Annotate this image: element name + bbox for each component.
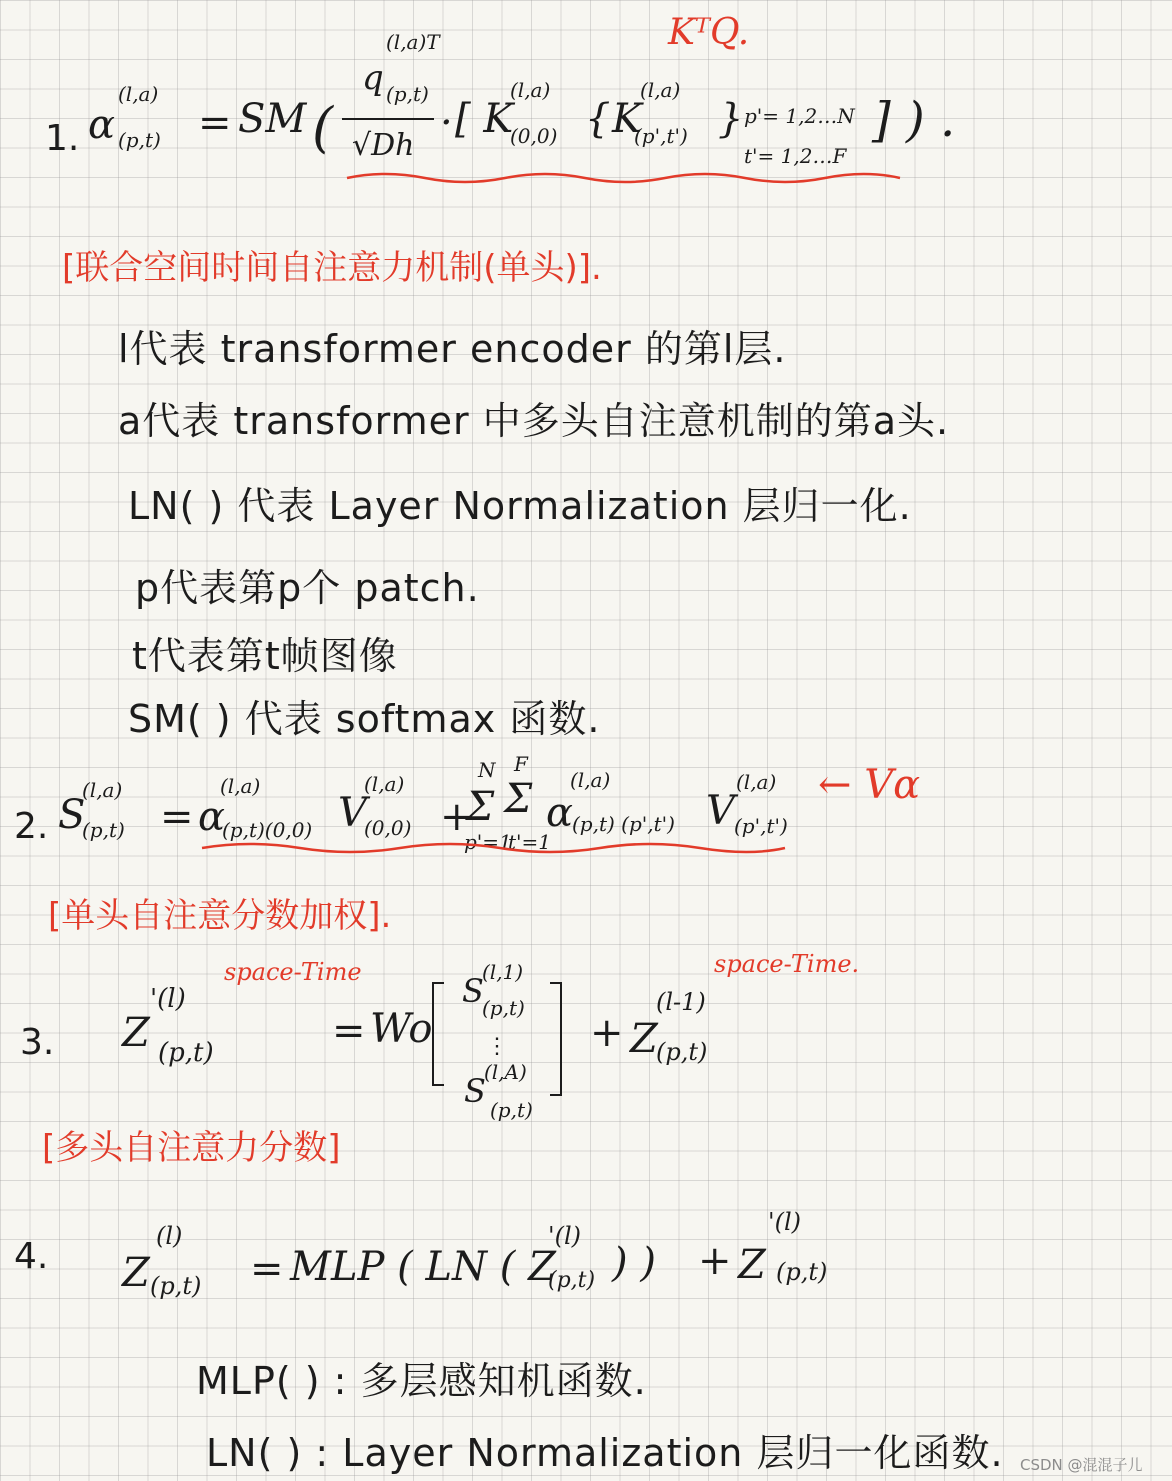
eq3-vdots: ⋮	[486, 1034, 508, 1059]
eq3-s-bottom-sup: (l,A)	[484, 1060, 527, 1084]
red-note-single-head: [单头自注意分数加权].	[48, 896, 392, 936]
eq2-sum1: Σ	[466, 784, 495, 830]
eq4-inner-sup: '(l)	[548, 1222, 581, 1250]
eq2-annotation-valpha: ← Vα	[818, 762, 921, 808]
eq1-key2: K	[612, 96, 642, 142]
eq1-close-brace: }	[718, 96, 744, 142]
eq2-s-sup: (l,a)	[82, 778, 123, 802]
eq2-sum1-top: N	[478, 758, 496, 782]
eq3-s-top: S	[462, 972, 484, 1010]
eq4-mlp-body: MLP ( LN ( Z	[290, 1244, 556, 1290]
eq1-equals: =	[198, 100, 232, 146]
eq3-right-bracket	[550, 982, 562, 1096]
eq1-annotation-ktq: KᵀQ.	[668, 12, 750, 53]
eq3-z-prev: Z	[630, 1016, 658, 1062]
eq4-close: ) )	[612, 1240, 656, 1286]
eq2-alpha-sup: (l,a)	[220, 774, 261, 798]
eq2-sum1-bottom: p'=1	[464, 830, 512, 854]
eq2-sum2: Σ	[504, 776, 533, 822]
eq2-v2: V	[706, 788, 735, 834]
eq2-red-underline	[200, 838, 790, 858]
eq2-alpha-sub: (p,t)(0,0)	[222, 818, 313, 842]
eq3-z-sub: (p,t)	[158, 1038, 214, 1068]
eq2-v2-sup: (l,a)	[736, 770, 777, 794]
eq1-brace: {	[585, 96, 611, 142]
eq1-softmax: SM	[238, 96, 307, 142]
eq1-q-sup: (l,a)T	[386, 30, 440, 54]
eq2-equals: =	[160, 794, 194, 840]
eq1-alpha-sub: (p,t)	[118, 128, 161, 152]
eq4-z-residual-sub: (p,t)	[776, 1258, 828, 1286]
eq1-q-sub: (p,t)	[386, 82, 429, 106]
eq4-inner-sub: (p,t)	[548, 1268, 596, 1293]
eq2-alpha2: α	[546, 790, 574, 836]
eq3-equals: =	[332, 1008, 366, 1054]
definition-layernorm: LN( ) : Layer Normalization 层归一化函数.	[206, 1431, 1004, 1475]
eq3-number: 3.	[20, 1022, 55, 1063]
eq1-q: q	[362, 58, 384, 98]
eq2-v1-sup: (l,a)	[364, 772, 405, 796]
eq2-alpha2-sub: (p,t) (p',t')	[572, 812, 675, 836]
eq3-s-bottom: S	[464, 1072, 486, 1110]
eq4-z-sub: (p,t)	[150, 1272, 202, 1300]
eq2-alpha: α	[198, 794, 226, 840]
eq3-z-sup: '(l)	[150, 984, 186, 1014]
red-note-multi-head: [多头自注意力分数]	[42, 1128, 341, 1168]
eq1-dot: ·	[440, 100, 453, 146]
eq1-close: ] ) .	[872, 92, 956, 148]
eq1-key1-sup: (l,a)	[510, 78, 551, 102]
eq3-left-bracket	[432, 982, 444, 1086]
eq1-range-p: p'= 1,2…N	[744, 104, 855, 128]
eq2-alpha2-sup: (l,a)	[570, 768, 611, 792]
eq4-z-residual-sup: '(l)	[768, 1208, 801, 1236]
definition-softmax: SM( ) 代表 softmax 函数.	[128, 697, 601, 741]
eq1-fraction-bar	[342, 118, 434, 120]
eq1-key1-sub: (0,0)	[510, 124, 558, 148]
definition-layer: l代表 transformer encoder 的第l层.	[118, 327, 787, 371]
eq1-alpha: α	[88, 102, 116, 148]
definition-head: a代表 transformer 中多头自注意机制的第a头.	[118, 399, 950, 443]
eq2-sum2-top: F	[514, 752, 528, 776]
definition-patch: p代表第p个 patch.	[135, 566, 480, 610]
eq1-alpha-sup: (l,a)	[118, 82, 159, 106]
eq1-range-t: t'= 1,2…F	[744, 144, 847, 168]
eq3-wo: Wo	[370, 1006, 433, 1052]
eq4-z-sup: (l)	[156, 1222, 183, 1250]
eq1-key2-sup: (l,a)	[640, 78, 681, 102]
eq2-s-sub: (p,t)	[82, 818, 125, 842]
eq2-s: S	[58, 792, 86, 838]
eq3-s-top-sub: (p,t)	[482, 996, 525, 1020]
eq3-annotation-right: space-Time.	[714, 950, 860, 978]
eq2-v1-sub: (0,0)	[364, 816, 412, 840]
eq4-z-residual: Z	[738, 1242, 766, 1288]
eq4-equals: =	[250, 1246, 284, 1292]
eq2-v2-sub: (p',t')	[734, 814, 788, 838]
eq1-denominator: √Dh	[352, 128, 415, 163]
eq1-open-paren: (	[312, 96, 334, 159]
definition-mlp: MLP( ) : 多层感知机函数.	[196, 1359, 647, 1403]
eq1-red-underline	[345, 166, 905, 186]
eq2-number: 2.	[14, 806, 49, 847]
eq3-s-top-sup: (l,1)	[482, 960, 524, 984]
eq1-key2-sub: (p',t')	[634, 124, 688, 148]
definition-frame: t代表第t帧图像	[132, 634, 398, 678]
eq2-v1: V	[338, 790, 367, 836]
eq3-s-bottom-sub: (p,t)	[490, 1098, 533, 1122]
eq3-z: Z	[122, 1010, 150, 1056]
eq1-number: 1.	[45, 118, 80, 159]
eq4-number: 4.	[14, 1236, 49, 1277]
eq4-plus: +	[698, 1238, 732, 1284]
eq1-key1: [ K	[455, 96, 514, 142]
eq2-sum2-bottom: t'=1	[508, 830, 552, 854]
csdn-watermark: CSDN @混混子儿	[1020, 1456, 1143, 1474]
eq4-z: Z	[122, 1250, 150, 1296]
eq3-z-prev-sup: (l-1)	[656, 988, 706, 1016]
red-note-joint-attention: [联合空间时间自注意力机制(单头)].	[62, 248, 602, 288]
eq3-plus: +	[590, 1010, 624, 1056]
definition-ln: LN( ) 代表 Layer Normalization 层归一化.	[128, 484, 912, 528]
eq3-z-prev-sub: (p,t)	[656, 1038, 708, 1066]
eq2-plus: +	[440, 794, 474, 840]
eq3-annotation-left: space-Time	[224, 958, 362, 986]
